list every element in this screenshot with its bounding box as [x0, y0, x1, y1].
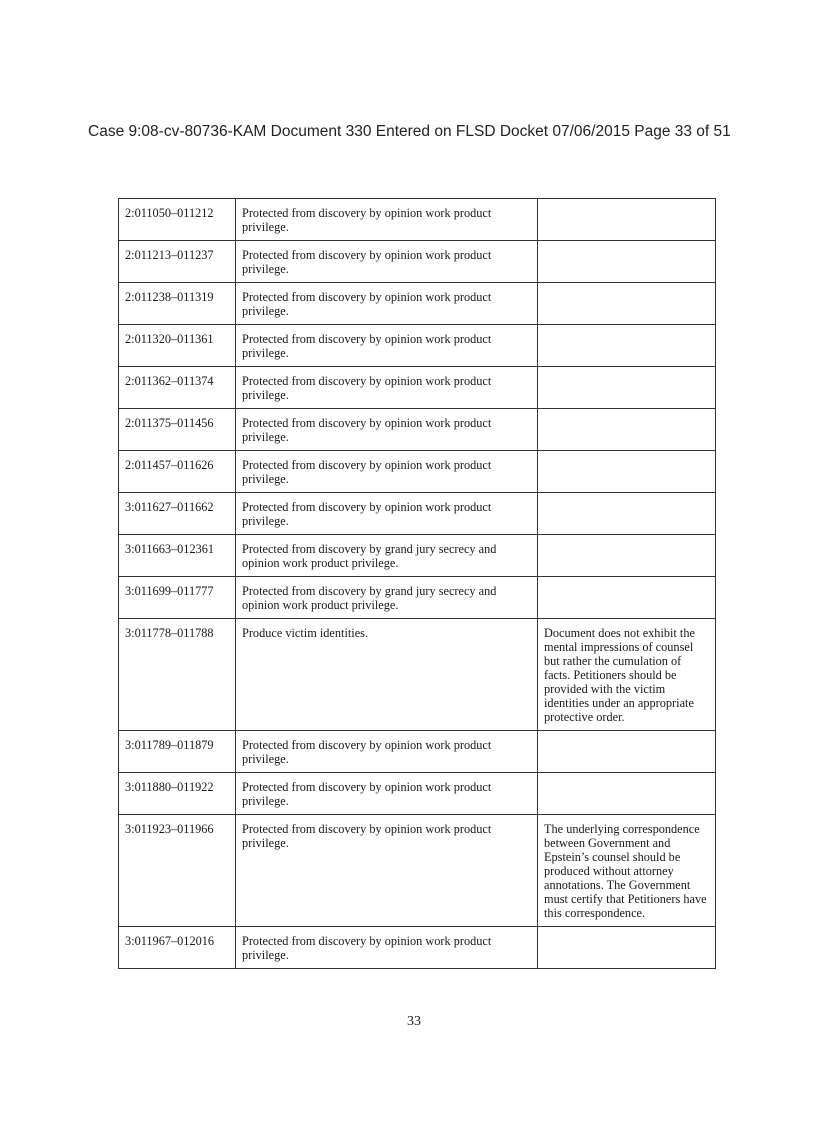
bates-range-cell: 2:011320–011361: [119, 325, 236, 367]
note-cell: [538, 325, 716, 367]
bates-range-cell: 3:011880–011922: [119, 773, 236, 815]
bates-range-cell: 3:011699–011777: [119, 577, 236, 619]
page-number: 33: [407, 1014, 421, 1029]
ruling-cell: Protected from discovery by opinion work product privilege.: [236, 773, 538, 815]
ruling-cell: Produce victim identities.: [236, 619, 538, 731]
bates-range-cell: 3:011663–012361: [119, 535, 236, 577]
bates-range-cell: 3:011627–011662: [119, 493, 236, 535]
bates-range-cell: 3:011967–012016: [119, 927, 236, 969]
bates-range-cell: 2:011362–011374: [119, 367, 236, 409]
note-cell: [538, 199, 716, 241]
note-cell: [538, 367, 716, 409]
note-cell: [538, 493, 716, 535]
note-cell: [538, 451, 716, 493]
note-cell: [538, 773, 716, 815]
table-row: [119, 731, 716, 773]
table-row: [119, 451, 716, 493]
ruling-cell: Protected from discovery by opinion work product privilege.: [236, 367, 538, 409]
bates-range-cell: 2:011457–011626: [119, 451, 236, 493]
ruling-cell: Protected from discovery by opinion work product privilege.: [236, 927, 538, 969]
ruling-cell: Protected from discovery by opinion work product privilege.: [236, 409, 538, 451]
note-cell: [538, 409, 716, 451]
table-row: [119, 619, 716, 731]
note-cell: [538, 535, 716, 577]
bates-range-cell: 2:011238–011319: [119, 283, 236, 325]
ruling-cell: Protected from discovery by opinion work product privilege.: [236, 731, 538, 773]
table-row: [119, 241, 716, 283]
table-row: [119, 577, 716, 619]
privilege-log-table: [118, 198, 716, 969]
ruling-cell: Protected from discovery by opinion work product privilege.: [236, 241, 538, 283]
ruling-cell: Protected from discovery by grand jury secrecy and opinion work product privilege.: [236, 577, 538, 619]
table-row: [119, 325, 716, 367]
table-row: [119, 283, 716, 325]
table-row: [119, 367, 716, 409]
bates-range-cell: 3:011923–011966: [119, 815, 236, 927]
table-row: [119, 199, 716, 241]
bates-range-cell: 2:011375–011456: [119, 409, 236, 451]
ruling-cell: Protected from discovery by opinion work product privilege.: [236, 451, 538, 493]
table-row: [119, 493, 716, 535]
note-cell: [538, 731, 716, 773]
note-cell: Document does not exhibit the mental impressions of counsel but rather the cumulation of facts. Petitioners should be provided with the victim identities under an appropriate protective order.: [538, 619, 716, 731]
note-cell: [538, 241, 716, 283]
note-cell: The underlying correspondence between Government and Epstein’s counsel should be produced without attorney annotations. The Government must certify that Petitioners have this correspondence.: [538, 815, 716, 927]
table-row: [119, 815, 716, 927]
table-row: [119, 773, 716, 815]
ruling-cell: Protected from discovery by opinion work product privilege.: [236, 493, 538, 535]
case-header: Case 9:08-cv-80736-KAM Document 330 Entered on FLSD Docket 07/06/2015 Page 33 of 51: [88, 123, 731, 140]
bates-range-cell: 3:011789–011879: [119, 731, 236, 773]
ruling-cell: Protected from discovery by grand jury secrecy and opinion work product privilege.: [236, 535, 538, 577]
table-body: [119, 199, 716, 969]
bates-range-cell: 2:011050–011212: [119, 199, 236, 241]
ruling-cell: Protected from discovery by opinion work product privilege.: [236, 325, 538, 367]
note-cell: [538, 927, 716, 969]
ruling-cell: Protected from discovery by opinion work product privilege.: [236, 199, 538, 241]
ruling-cell: Protected from discovery by opinion work product privilege.: [236, 815, 538, 927]
bates-range-cell: 2:011213–011237: [119, 241, 236, 283]
table-row: [119, 409, 716, 451]
ruling-cell: Protected from discovery by opinion work product privilege.: [236, 283, 538, 325]
table-row: [119, 927, 716, 969]
bates-range-cell: 3:011778–011788: [119, 619, 236, 731]
note-cell: [538, 283, 716, 325]
note-cell: [538, 577, 716, 619]
table-row: [119, 535, 716, 577]
